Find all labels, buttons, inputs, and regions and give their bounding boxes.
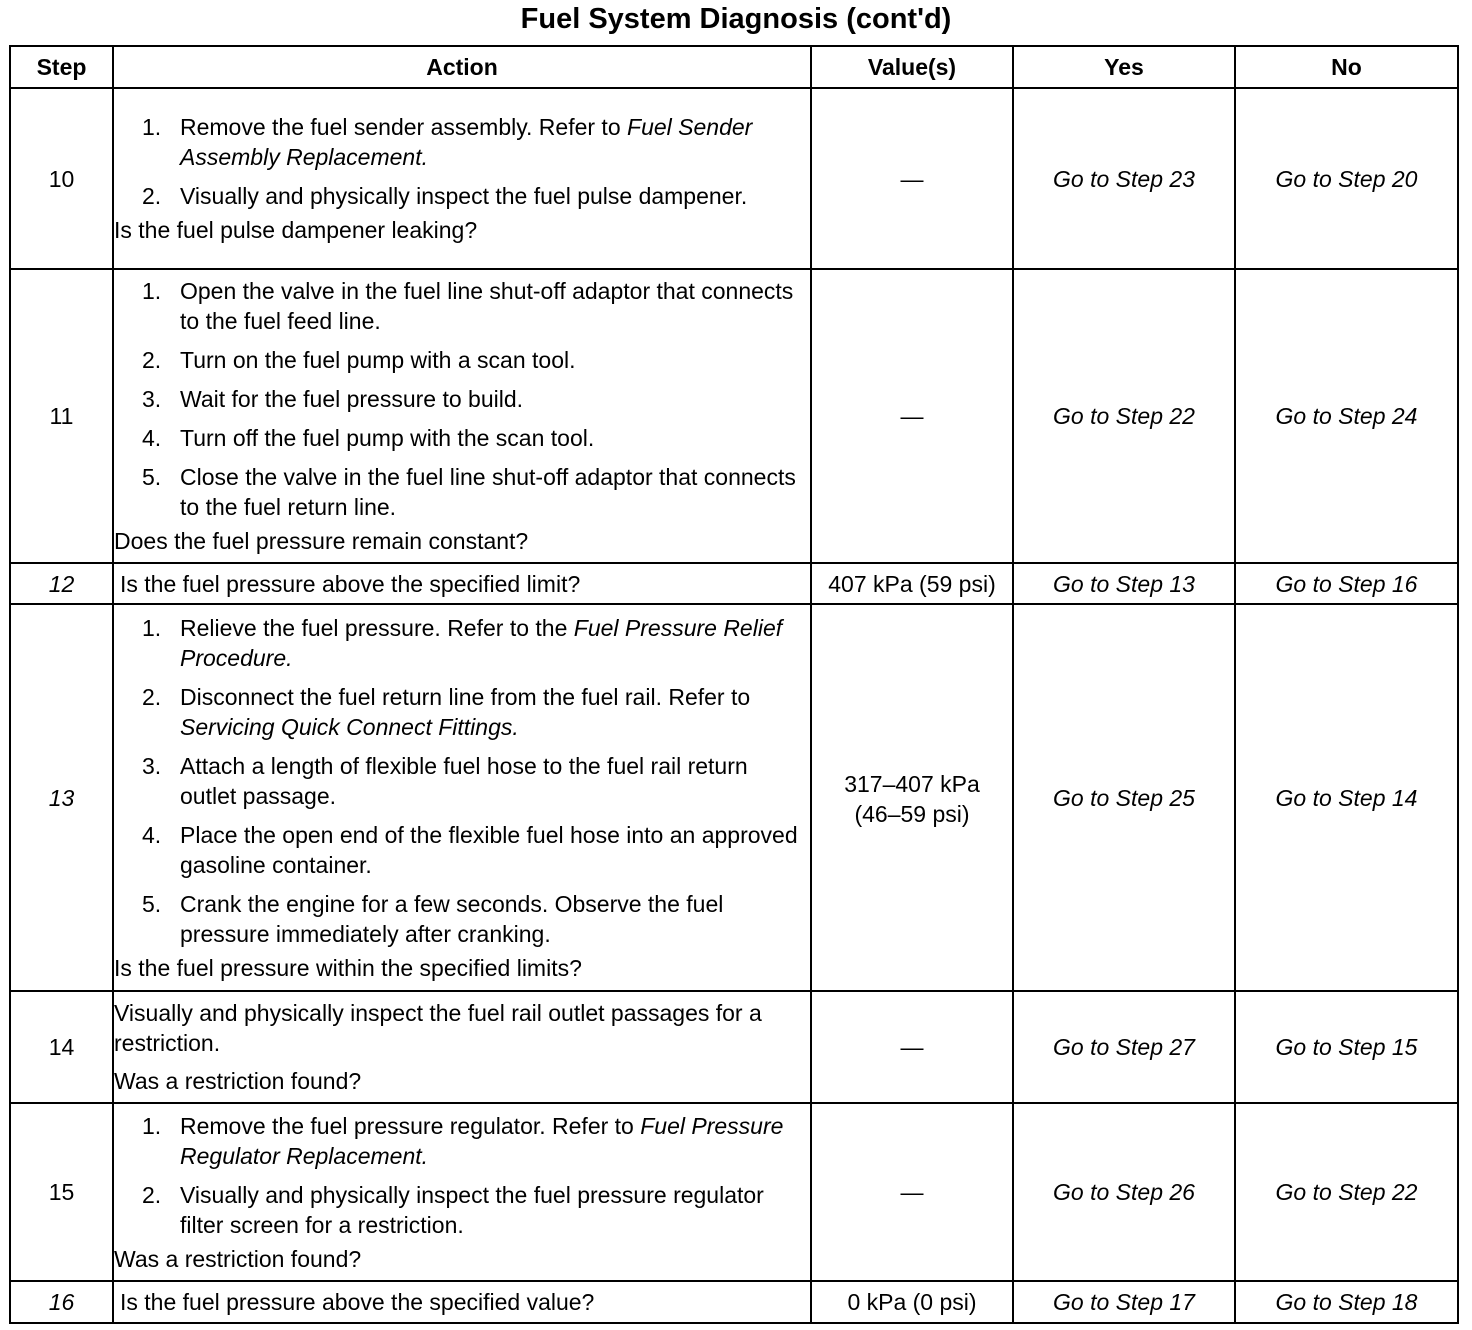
item-number: 4. — [142, 821, 162, 848]
diagnosis-table — [9, 45, 1459, 1324]
item-number: 1. — [142, 614, 162, 641]
item-text: Visually and physically inspect the fuel pressure regulator filter screen for a restriction. — [180, 1181, 764, 1238]
value-cell — [811, 604, 1013, 991]
no-cell: Go to Step 18 — [1235, 1281, 1458, 1323]
list-item — [114, 423, 810, 453]
table-row — [10, 269, 1458, 563]
item-text: Visually and physically inspect the fuel pulse dampener. — [180, 183, 748, 209]
action-question: Does the fuel pressure remain constant? — [114, 528, 529, 554]
list-item — [114, 462, 810, 522]
item-number: 1. — [142, 278, 162, 304]
item-number: 2. — [142, 683, 162, 710]
item-end: . — [286, 644, 293, 671]
item-end: . — [421, 1142, 429, 1169]
item-number: 1. — [142, 114, 162, 140]
item-text: Place the open end of the flexible fuel hose into an approved gasoline container. — [180, 821, 798, 878]
value-cell: — — [811, 1103, 1013, 1281]
list-item — [114, 889, 810, 949]
value-cell: — — [811, 991, 1013, 1103]
item-text: Relieve the fuel pressure. Refer to the — [180, 614, 574, 641]
item-text: Wait for the fuel pressure to build. — [180, 386, 524, 412]
table-row — [10, 604, 1458, 991]
action-cell — [113, 1103, 811, 1281]
yes-cell: Go to Step 26 — [1013, 1103, 1235, 1281]
table-row — [10, 1103, 1458, 1281]
list-item — [114, 384, 810, 414]
value-cell: — — [811, 269, 1013, 563]
step-number: 11 — [10, 269, 113, 563]
table-row — [10, 88, 1458, 269]
list-item — [114, 181, 810, 211]
value-line: 317–407 kPa — [844, 771, 980, 797]
list-item — [114, 1180, 810, 1240]
no-cell: Go to Step 14 — [1235, 604, 1458, 991]
item-number: 5. — [142, 464, 162, 490]
table-row — [10, 991, 1458, 1103]
action-question: Is the fuel pressure above the specified limit? — [113, 563, 811, 604]
action-list — [114, 112, 810, 211]
item-number: 2. — [142, 347, 162, 373]
action-paragraph: Visually and physically inspect the fuel rail outlet passages for a restriction. — [114, 1000, 762, 1056]
step-number: 14 — [10, 991, 113, 1103]
item-reference: Fuel Pressure Relief Procedure — [180, 614, 783, 671]
list-item — [114, 751, 810, 811]
list-item — [114, 682, 810, 742]
list-item — [114, 613, 810, 673]
item-text: Remove the fuel pressure regulator. Refer to — [180, 1112, 641, 1139]
item-text: Turn on the fuel pump with a scan tool. — [180, 347, 576, 373]
item-end: . — [512, 713, 519, 740]
header-step: Step — [10, 46, 113, 88]
item-text: Turn off the fuel pump with the scan tool. — [180, 425, 595, 451]
item-end: . — [421, 144, 428, 170]
header-values: Value(s) — [811, 46, 1013, 88]
action-cell — [113, 991, 811, 1103]
no-cell: Go to Step 22 — [1235, 1103, 1458, 1281]
item-number: 3. — [142, 752, 162, 779]
item-text: Crank the engine for a few seconds. Observe the fuel pressure immediately after cranking. — [180, 890, 724, 947]
action-question: Is the fuel pressure above the specified value? — [113, 1281, 811, 1323]
header-row — [10, 46, 1458, 88]
yes-cell: Go to Step 25 — [1013, 604, 1235, 991]
table-row — [10, 1281, 1458, 1323]
list-item — [114, 112, 810, 172]
item-reference: Servicing Quick Connect Fittings — [180, 713, 513, 740]
action-cell — [113, 269, 811, 563]
action-question: Was a restriction found? — [114, 1068, 362, 1094]
no-cell: Go to Step 16 — [1235, 563, 1458, 604]
step-number: 12 — [10, 563, 113, 604]
item-text: Disconnect the fuel return line from the fuel rail. Refer to — [180, 683, 751, 710]
action-list — [114, 1111, 810, 1240]
yes-cell: Go to Step 23 — [1013, 88, 1235, 269]
header-action: Action — [113, 46, 811, 88]
no-cell: Go to Step 20 — [1235, 88, 1458, 269]
item-number: 1. — [142, 1112, 162, 1139]
action-cell — [113, 88, 811, 269]
value-cell: — — [811, 88, 1013, 269]
step-number: 16 — [10, 1281, 113, 1323]
action-cell — [113, 604, 811, 991]
value-cell: 407 kPa (59 psi) — [811, 563, 1013, 604]
item-text: Remove the fuel sender assembly. Refer to — [180, 114, 628, 140]
value-cell: 0 kPa (0 psi) — [811, 1281, 1013, 1323]
page-title: Fuel System Diagnosis (cont'd) — [520, 3, 952, 35]
yes-cell: Go to Step 17 — [1013, 1281, 1235, 1323]
item-number: 4. — [142, 425, 162, 451]
list-item — [114, 820, 810, 880]
header-no: No — [1235, 46, 1458, 88]
action-list — [114, 276, 810, 522]
step-number: 15 — [10, 1103, 113, 1281]
action-question: Is the fuel pressure within the specified limits? — [114, 954, 582, 981]
action-question: Was a restriction found? — [114, 1245, 362, 1272]
header-yes: Yes — [1013, 46, 1235, 88]
item-number: 3. — [142, 386, 162, 412]
item-number: 5. — [142, 890, 162, 917]
value-line: (46–59 psi) — [854, 801, 970, 827]
action-question: Is the fuel pulse dampener leaking? — [114, 217, 478, 243]
list-item — [114, 276, 810, 336]
no-cell: Go to Step 24 — [1235, 269, 1458, 563]
list-item — [114, 1111, 810, 1171]
item-number: 2. — [142, 1181, 162, 1208]
step-number: 10 — [10, 88, 113, 269]
step-number: 13 — [10, 604, 113, 991]
item-text: Open the valve in the fuel line shut-off adaptor that connects to the fuel feed line. — [180, 278, 794, 334]
yes-cell: Go to Step 13 — [1013, 563, 1235, 604]
item-text: Attach a length of flexible fuel hose to the fuel rail return outlet passage. — [180, 752, 748, 809]
item-number: 2. — [142, 183, 162, 209]
item-reference: Fuel Sender Assembly Replacement — [180, 114, 753, 170]
action-list — [114, 613, 810, 949]
list-item — [114, 345, 810, 375]
no-cell: Go to Step 15 — [1235, 991, 1458, 1103]
item-reference: Fuel Pressure Regulator Replacement — [180, 1112, 784, 1169]
yes-cell: Go to Step 27 — [1013, 991, 1235, 1103]
yes-cell: Go to Step 22 — [1013, 269, 1235, 563]
item-text: Close the valve in the fuel line shut-off adaptor that connects to the fuel return line. — [180, 464, 796, 520]
table-row — [10, 563, 1458, 604]
